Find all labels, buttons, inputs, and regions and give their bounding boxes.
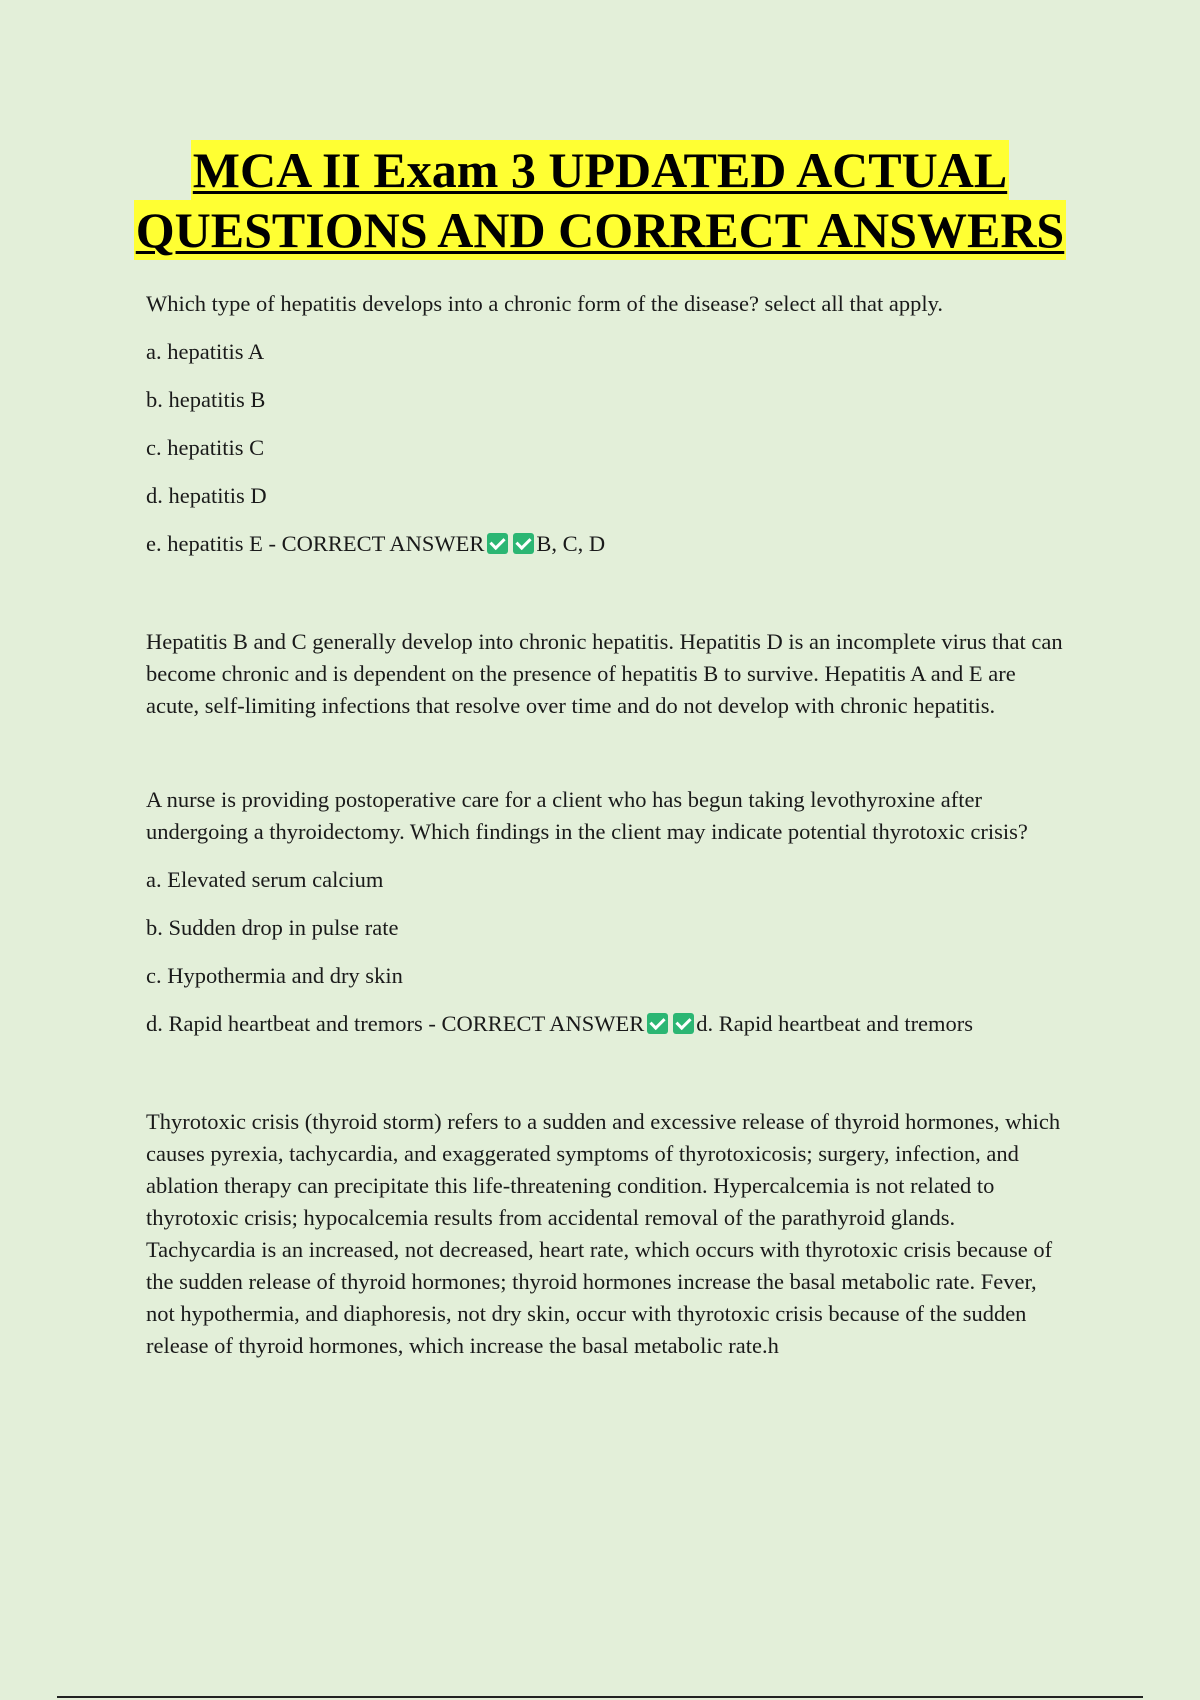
document-body xyxy=(146,288,1066,1362)
answer-option: b. hepatitis B xyxy=(146,387,266,412)
document-title xyxy=(0,140,1200,260)
answer-option-with-correct-answer xyxy=(146,1008,1066,1040)
question-text: A nurse is providing postoperative care for a client who has begun taking levothyroxine after undergoing a thyroidectomy. Which findings in the client may indicate potential thyrotoxic crisis? xyxy=(146,787,1028,844)
answer-option: a. hepatitis A xyxy=(146,339,265,364)
answer-option: b. Sudden drop in pulse rate xyxy=(146,915,399,940)
title-line-2: QUESTIONS AND CORRECT ANSWERS xyxy=(135,202,1065,258)
answer-option-label: d. Rapid heartbeat and tremors - CORRECT ANSWER xyxy=(146,1011,645,1036)
correct-answer: B, C, D xyxy=(536,531,606,556)
title-line-1: MCA II Exam 3 UPDATED ACTUAL xyxy=(192,142,1008,198)
question-block-2 xyxy=(146,784,1066,1362)
answer-option: d. hepatitis D xyxy=(146,483,267,508)
answer-option: c. Hypothermia and dry skin xyxy=(146,963,403,988)
question-block-1 xyxy=(146,288,1066,722)
page-bottom-divider xyxy=(57,1696,1143,1698)
answer-explanation: Hepatitis B and C generally develop into chronic hepatitis. Hepatitis D is an incomplete virus that can become chronic and is dependent on the presence of hepatitis B to survive. Hepatitis A and E are acute, self-limiting infections that resolve over time and do not develop with chronic hepatitis. xyxy=(146,629,1063,718)
question-text: Which type of hepatitis develops into a chronic form of the disease? select all that apply. xyxy=(146,291,944,316)
answer-explanation: Thyrotoxic crisis (thyroid storm) refers to a sudden and excessive release of thyroid hormones, which causes pyrexia, tachycardia, and exaggerated symptoms of thyrotoxicosis; surgery, infection, and ablation therapy can precipitate this life-threatening condition. Hypercalcemia is not related to thyrotoxic crisis; hypocalcemia results from accidental removal of the parathyroid glands. Tachycardia is an increased, not decreased, heart rate, which occurs with thyrotoxic crisis because of the sudden release of thyroid hormones; thyroid hormones increase the basal metabolic rate. Fever, not hypothermia, and diaphoresis, not dry skin, occur with thyrotoxic crisis because of the sudden release of thyroid hormones, which increase the basal metabolic rate.h xyxy=(146,1109,1061,1358)
answer-option-label: e. hepatitis E - CORRECT ANSWER xyxy=(146,531,485,556)
check-mark-icon xyxy=(647,1013,668,1034)
answer-option: c. hepatitis C xyxy=(146,435,265,460)
answer-option-with-correct-answer xyxy=(146,528,1066,560)
check-mark-icon xyxy=(673,1013,694,1034)
check-mark-icon xyxy=(513,533,534,554)
answer-option: a. Elevated serum calcium xyxy=(146,867,384,892)
spacer xyxy=(146,576,1066,626)
spacer xyxy=(146,722,1066,784)
spacer xyxy=(146,1056,1066,1106)
correct-answer: d. Rapid heartbeat and tremors xyxy=(696,1011,974,1036)
check-mark-icon xyxy=(487,533,508,554)
